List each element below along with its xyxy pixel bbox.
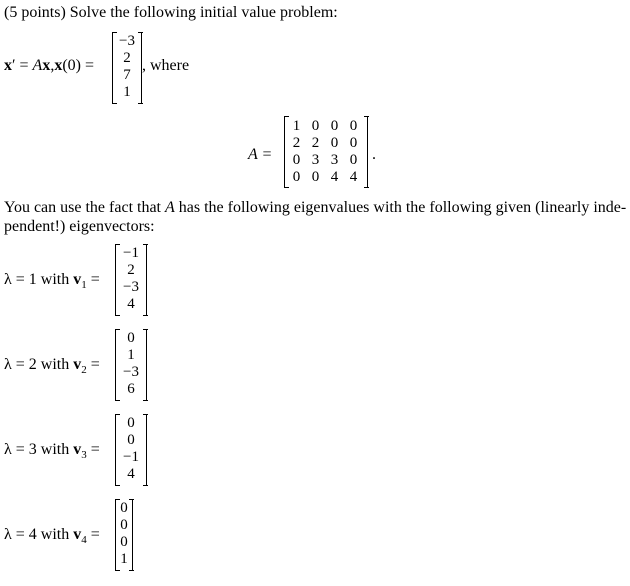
equals-sign: = (15, 57, 33, 74)
matrix-cell: 0 (349, 152, 358, 168)
vector-entry: 1 (120, 551, 128, 567)
vector-entry: 0 (127, 432, 135, 448)
eigenpair-4-label: λ = 4 with $v_4$ = (4, 526, 100, 547)
matrix-cell: 3 (330, 152, 339, 168)
x0-symbol: x (54, 57, 63, 74)
x-vector-symbol: x (4, 57, 12, 74)
matrix-cell: 0 (311, 169, 320, 185)
matrix-a-symbol: A (32, 57, 43, 74)
matrix-cell: 3 (311, 152, 320, 168)
matrix-cell: 2 (292, 135, 301, 151)
prime-symbol: ′ (12, 57, 16, 74)
eigenvector-1 (115, 244, 147, 316)
vector-entry: 7 (123, 67, 131, 83)
eigenpair-2-label: λ = 2 with $v_2$ = (4, 356, 100, 377)
vector-entry: −1 (123, 449, 139, 465)
matrix-a-label: A = (248, 146, 273, 163)
eigenpair-1-label: λ = 1 with $v_1$ = (4, 271, 100, 292)
matrix-cell: 0 (330, 135, 339, 151)
vector-entry: 4 (127, 296, 135, 312)
initial-condition-vector (112, 32, 142, 104)
vector-entry: 2 (123, 50, 131, 66)
vector-entry: 4 (127, 466, 135, 482)
matrix-period: . (372, 146, 376, 163)
eigenpair-3-label: λ = 3 with $v_3$ = (4, 441, 100, 462)
matrix-cell: 0 (292, 152, 301, 168)
matrix-cell: 4 (349, 169, 358, 185)
x0-argument: (0) = (62, 57, 94, 74)
matrix-cell: 0 (349, 118, 358, 134)
vector-entry: 0 (120, 517, 128, 533)
vector-entry: −3 (119, 33, 135, 49)
matrix-cell: 2 (311, 135, 320, 151)
matrix-cell: 0 (292, 169, 301, 185)
vector-entry: −3 (123, 279, 139, 295)
x-vector-symbol-2: x (42, 57, 51, 74)
matrix-cell: 0 (349, 135, 358, 151)
eigenvector-4 (115, 499, 133, 571)
vector-entry: 0 (120, 500, 128, 516)
vector-entry: 1 (123, 84, 131, 100)
vector-entry: 0 (127, 330, 135, 346)
matrix-cell: 1 (292, 118, 301, 134)
matrix-cell: 4 (330, 169, 339, 185)
vector-entry: 0 (127, 415, 135, 431)
problem-header: (5 points) Solve the following initial value problem: (4, 4, 338, 21)
comma: , (50, 57, 55, 74)
eigenvector-3 (115, 414, 147, 486)
matrix-cell: 0 (330, 118, 339, 134)
eigen-paragraph-line1: You can use the fact that A has the following eigenvalues with the following given (linearly inde- (4, 199, 627, 216)
where-text: , where (142, 57, 190, 74)
matrix-cell: 0 (311, 118, 320, 134)
vector-entry: 0 (120, 534, 128, 550)
vector-entry: −1 (123, 245, 139, 261)
matrix-a (284, 116, 368, 188)
eigen-paragraph-line2: pendent!) eigenvectors: (4, 218, 155, 235)
vector-entry: 2 (127, 262, 135, 278)
ivp-equation (4, 57, 94, 75)
vector-entry: −3 (123, 364, 139, 380)
eigenvector-2 (115, 329, 147, 401)
vector-entry: 6 (127, 381, 135, 397)
vector-entry: 1 (127, 347, 135, 363)
